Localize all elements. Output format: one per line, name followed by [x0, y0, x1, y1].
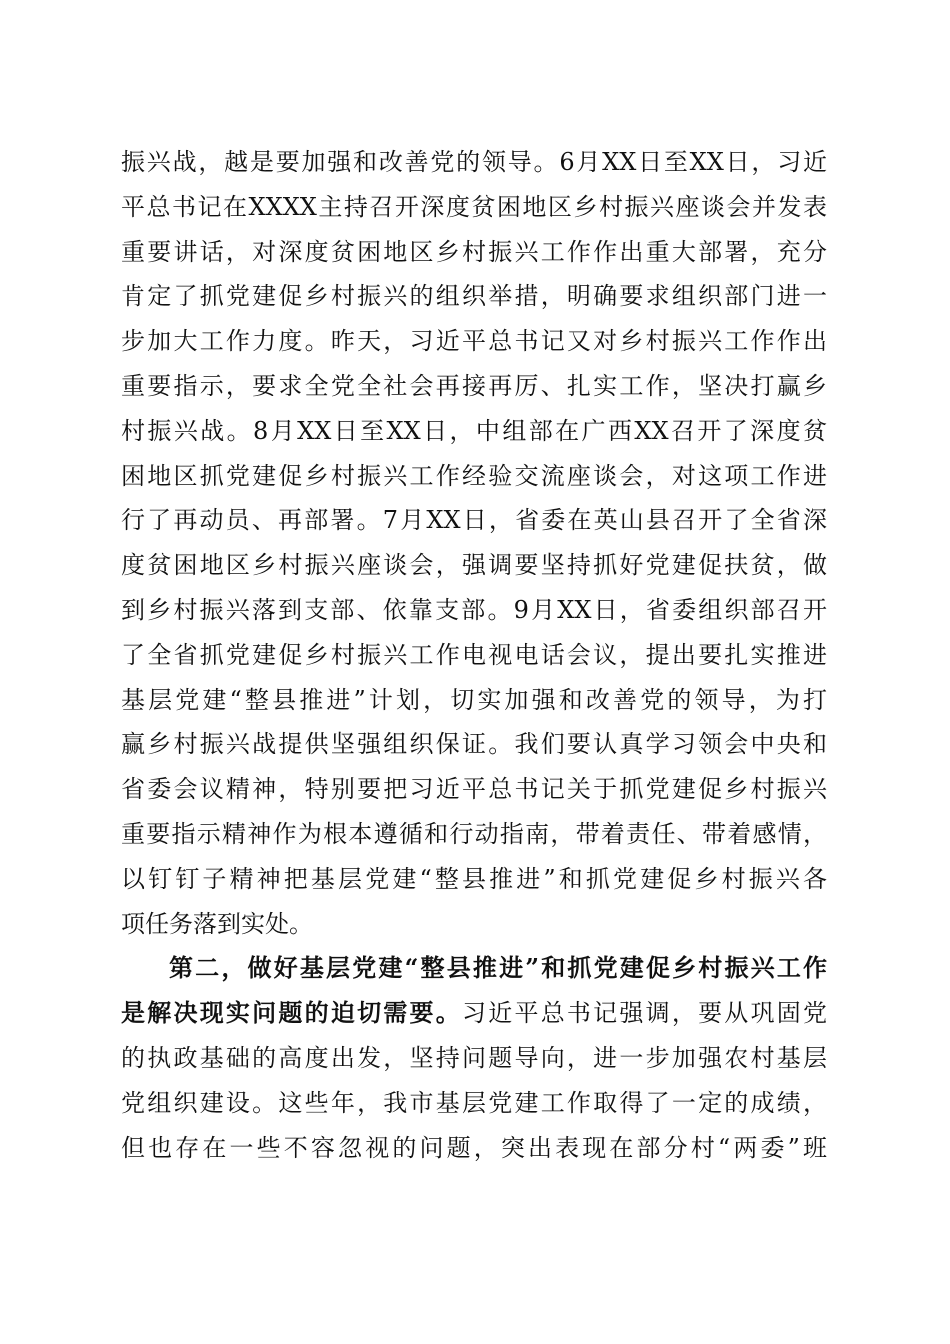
text-line: 村振兴战。8月XX日至XX日，中组部在广西XX召开了深度贫 — [121, 416, 827, 445]
text-line: 以钉钉子精神把基层党建“整县推进”和抓党建促乡村振兴各 — [121, 864, 827, 893]
text-line: 基层党建“整县推进”计划，切实加强和改善党的领导，为打 — [121, 685, 827, 714]
document-body — [121, 140, 827, 1170]
text-line: 肯定了抓党建促乡村振兴的组织举措，明确要求组织部门进一 — [121, 282, 827, 311]
text-line: 省委会议精神，特别要把习近平总书记关于抓党建促乡村振兴 — [121, 775, 827, 804]
text-line: 重要指示精神作为根本遵循和行动指南，带着责任、带着感情， — [121, 819, 827, 848]
paragraph-heading-end: 是解决现实问题的迫切需要。 — [121, 998, 462, 1028]
text-line: 振兴战，越是要加强和改善党的领导。6月XX日至XX日，习近 — [121, 148, 827, 176]
paragraph-text: 习近平总书记强调，要从巩固党 — [462, 999, 827, 1028]
text-line: 步加大工作力度。昨天，习近平总书记又对乡村振兴工作作出 — [121, 327, 827, 356]
text-line: 行了再动员、再部署。7月XX日，省委在英山县召开了全省深 — [121, 506, 827, 535]
text-line: 的执政基础的高度出发，坚持问题导向，进一步加强农村基层 — [121, 1043, 827, 1072]
text-line: 到乡村振兴落到支部、依靠支部。9月XX日，省委组织部召开 — [121, 595, 827, 624]
text-line: 困地区抓党建促乡村振兴工作经验交流座谈会，对这项工作进 — [121, 461, 827, 490]
text-line: 赢乡村振兴战提供坚强组织保证。我们要认真学习领会中央和 — [121, 730, 827, 759]
paragraph-2 — [121, 946, 827, 1170]
text-line: 度贫困地区乡村振兴座谈会，强调要坚持抓好党建促扶贫，做 — [121, 551, 827, 580]
paragraph-1 — [121, 140, 827, 946]
text-line: 重要指示，要求全党全社会再接再厉、扎实工作，坚决打赢乡 — [121, 371, 827, 400]
text-line: 项任务落到实处。 — [121, 909, 313, 938]
text-line: 党组织建设。这些年，我市基层党建工作取得了一定的成绩， — [121, 1088, 827, 1117]
text-line: 平总书记在XXXX主持召开深度贫困地区乡村振兴座谈会并发表 — [121, 192, 827, 221]
paragraph-heading-line: 第二，做好基层党建“整县推进”和抓党建促乡村振兴工作 — [169, 953, 827, 983]
text-line — [121, 991, 827, 1036]
text-line: 了全省抓党建促乡村振兴工作电视电话会议，提出要扎实推进 — [121, 640, 827, 669]
text-line: 重要讲话，对深度贫困地区乡村振兴工作作出重大部署，充分 — [121, 237, 827, 266]
text-line: 但也存在一些不容忽视的问题，突出表现在部分村“两委”班 — [121, 1133, 827, 1162]
